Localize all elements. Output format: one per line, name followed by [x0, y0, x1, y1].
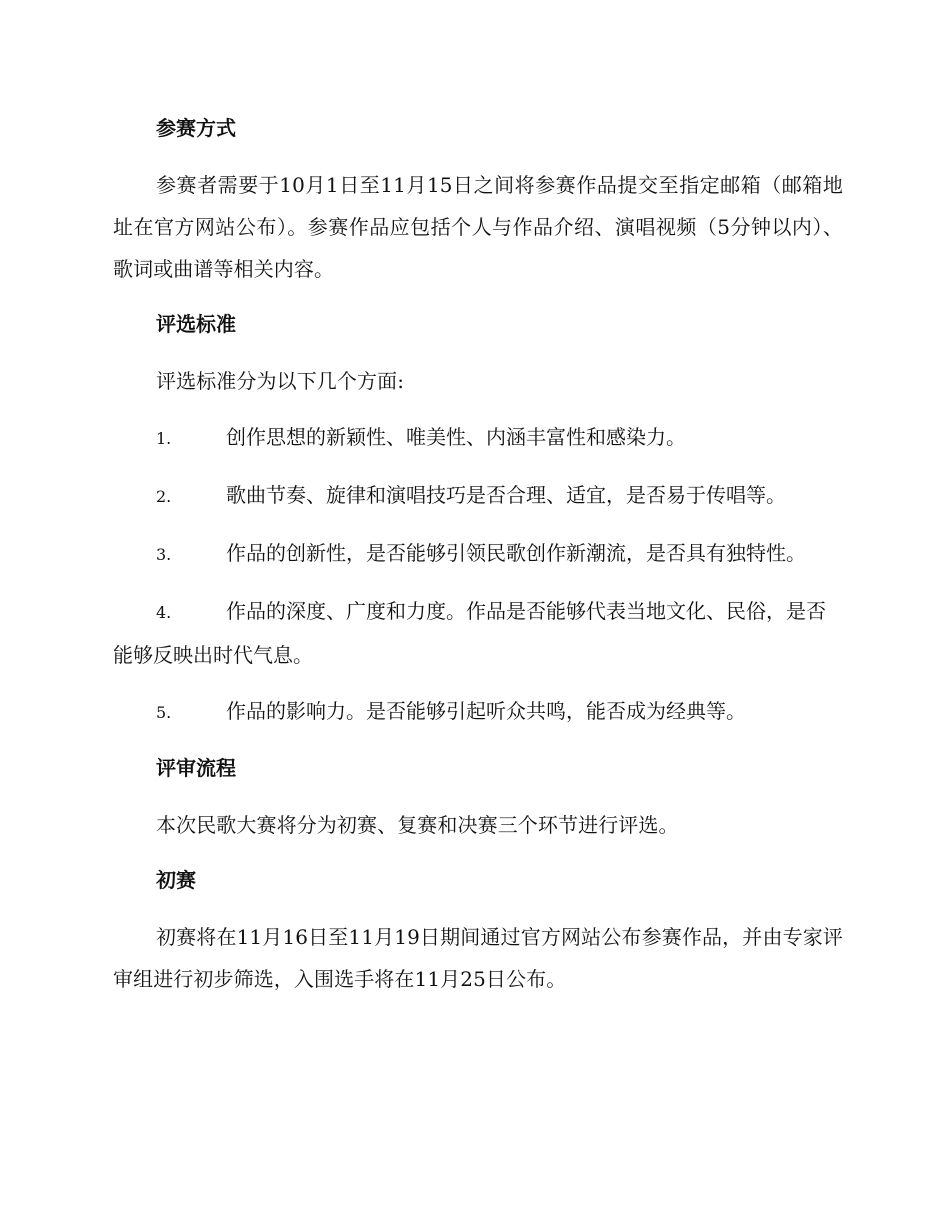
paragraph-process: 本次民歌大赛将分为初赛、复赛和决赛三个环节进行评选。	[156, 813, 679, 837]
list-text: 作品的影响力。是否能够引起听众共鸣，能否成为经典等。	[226, 699, 746, 723]
paragraph-participation: 参赛者需要于10月1日至11月15日之间将参赛作品提交至指定邮箱（邮箱地址在官方网站公布）。参赛作品应包括个人与作品介绍、演唱视频（5分钟以内）、歌词或曲谱等相关内容。	[113, 173, 843, 281]
heading-preliminary: 初赛	[156, 868, 196, 892]
heading-process: 评审流程	[156, 756, 236, 780]
list-number: 1.	[156, 429, 172, 448]
list-text: 作品的创新性，是否能够引领民歌创作新潮流，是否具有独特性。	[226, 541, 806, 565]
document-content	[113, 108, 843, 1014]
list-item	[113, 416, 843, 460]
list-item	[113, 690, 843, 734]
list-text: 创作思想的新颖性、唯美性、内涵丰富性和感染力。	[226, 425, 686, 449]
list-number: 5.	[156, 703, 172, 722]
heading-participation: 参赛方式	[156, 116, 236, 140]
list-number: 4.	[156, 603, 172, 622]
list-text: 作品的深度、广度和力度。作品是否能够代表当地文化、民俗，是否能够反映出时代气息。	[113, 599, 826, 667]
list-number: 2.	[156, 487, 172, 506]
list-text: 歌曲节奏、旋律和演唱技巧是否合理、适宜，是否易于传唱等。	[226, 483, 786, 507]
heading-criteria: 评选标准	[156, 312, 236, 336]
list-item	[113, 474, 843, 518]
list-item	[113, 590, 843, 676]
list-item	[113, 532, 843, 576]
list-number: 3.	[156, 545, 172, 564]
paragraph-preliminary: 初赛将在11月16日至11月19日期间通过官方网站公布参赛作品，并由专家评审组进行初步筛选，入围选手将在11月25日公布。	[113, 925, 843, 991]
paragraph-criteria-intro: 评选标准分为以下几个方面:	[156, 369, 405, 393]
